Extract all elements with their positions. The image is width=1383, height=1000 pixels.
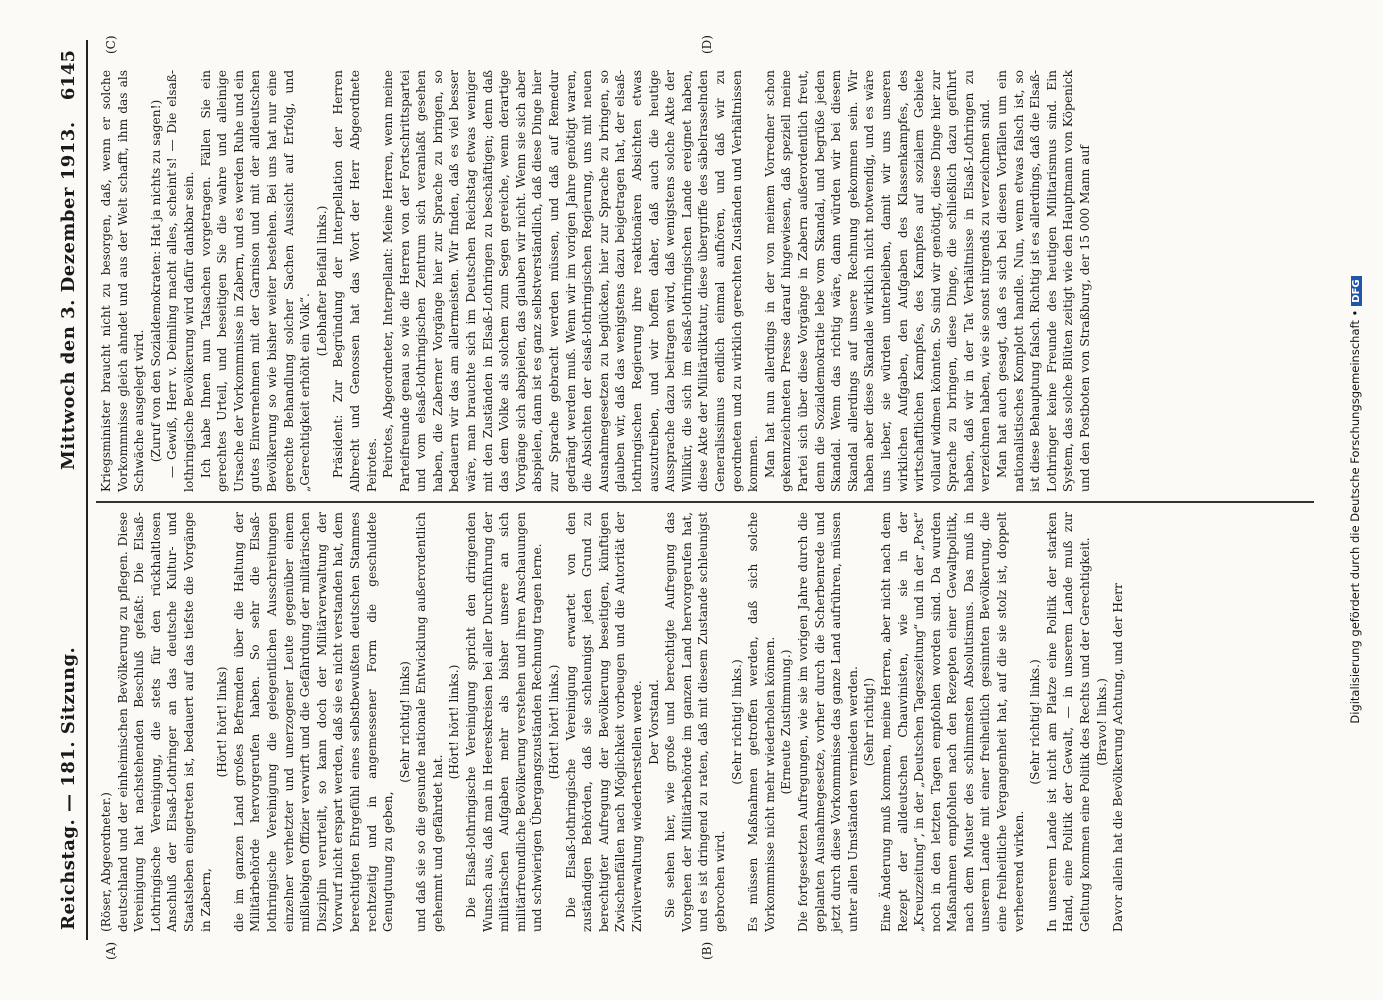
- paragraph: (Hört! hört! links.): [547, 664, 562, 780]
- paragraph: Die fortgesetzten Aufregungen, wie sie im vorigen Jahre durch die geplanten Ausnahmegesetze, vorher durch die Scherbenrede und jetzt durch diese Vorkommnisse das ganze Land aufrühren, müssen unter allen Umständen vermieden werden.: [795, 512, 860, 932]
- paragraph: (Sehr richtig! links): [397, 661, 412, 783]
- paragraph: (Zuruf von den Sozialdemokraten: Hat ja nichts zu sagen!): [148, 99, 163, 463]
- paragraph: (Sehr richtig! links.): [729, 659, 744, 785]
- paragraph: Man hat nun allerdings in der von meinem Vorredner schon gekennzeichneten Presse darauf hingewiesen, daß speziell meine Partei sich über diese Vorgänge in Zabern außerordentlich freut, denn die Sozialdemokratie lebe vom Skandal, und begrüße jeden Skandal. Wenn das richtig wäre, dann würden wir bei diesem Skandal allerdings auf unsere Rechnung gekommen sein. Wir haben aber diese Skandale wirklich nicht notwendig, und es wäre uns lieber, sie würden unterbleiben, damit wir uns unseren wirklichen Aufgaben, den Aufgaben des Klassenkampfes, des wirtschaftlichen Kampfes, des Kampfes auf sozialem Gebiete vollauf widmen könnten. So sind wir genötigt, diese Dinge hier zur Sprache zu bringen, diese Dinge, die schließlich dazu geführt haben, daß wir in der Tat Verhältnisse in Elsaß-Lothringen zu verzeichnen haben, wie sie sonst nirgends zu verzeichnen sind.: [762, 70, 993, 492]
- paragraph: die im ganzen Land großes Befremden über die Haltung der Militärbehörde hervorgerufen haben. So sehr die Elsaß-lothringische Vereinigung die gelegentlichen Ausschreitungen einzelner verhetzter und unerzogener Leute gegenüber einem mißliebigen Offizier verwirft und die Gefährdung der militärischen Disziplin verurteilt, so kann doch der Militärverwaltung der Vorwurf nicht erspart werden, daß sie es nicht verstanden hat, dem berechtigten Ehrgefühl eines selbstbewußten deutschen Stammes rechtzeitig und in angemessener Form die geschuldete Genugtuung zu geben,: [231, 512, 396, 932]
- paragraph: (Hört! hört! links): [215, 666, 230, 778]
- dfg-logo: DFG: [1351, 276, 1362, 305]
- header-date: Mittwoch den 3. Dezember 1913.: [58, 121, 79, 470]
- paragraph: (Sehr richtig!): [862, 677, 877, 767]
- paragraph: Kriegsminister braucht nicht zu besorgen, daß, wenn er solche Vorkommnisse gleich ahndet und aus der Welt schafft, ihm das als Schwäche ausgelegt wird.: [99, 70, 147, 492]
- paragraph: Peirotes, Abgeordneter, Interpellant: Meine Herren, wenn meine Parteifreunde genau so wie die Herren von der Fortschrittspartei und vom elsaß-lothringischen Zentrum sich veranlaßt gesehen haben, die Zaberner Vorgänge hier zur Sprache zu bringen, so bedauern wir das am allermeisten. Wir finden, daß es viel besser wäre, man brauchte sich im Deutschen Reichstag etwas weniger mit den Zuständen in Elsaß-Lothringen zu beschäftigen; denn daß das dem Volke als solchem zum Segen gereiche, wenn derartige Vorgänge sich abspielen, das glauben wir nicht. Wenn sie sich aber abspielen, dann ist es ganz selbstverständlich, daß diese Dinge hier zur Sprache gebracht werden müssen, und daß auf Remedur gedrängt werden muß. Wenn wir im vorigen Jahre genötigt waren, die Absichten der elsaß-lothringischen Regierung, uns mit neuen Ausnahmegesetzen zu beglücken, hier zur Sprache zu bringen, so glauben wir, daß das wenigstens dazu beigetragen hat, der elsaß-lothringischen Regierung ihre reaktionären Absichten etwas auszutreiben, und wir hoffen daher, daß auch die heutige Aussprache dazu beitragen wird, daß wenigstens solche Akte der Willkür, die sich im elsaß-lothringischen Lande ereignet haben, diese Akte der Militärdiktatur, diese übergriffe des säbelrasselnden Generalissimus endlich einmal aufhören, und daß wir zu geordneten und zu wirklich gerechten Zuständen und Verhältnissen kommen.: [381, 70, 761, 492]
- paragraph: Ich habe Ihnen nun Tatsachen vorgetragen. Fällen Sie ein gerechtes Urteil, und beseitigen Sie die wahre und alleinige Ursache der Vorkommnisse in Zabern, und es werden Ruhe und ein gutes Einvernehmen mit der Garnison und mit der alldeutschen Bevölkerung so wie bisher weiter bestehen. Bei uns hat nur eine gerechte Behandlung solcher Sachen Aussicht auf Erfolg, und „Gerechtigkeit erhöht ein Volk“.: [198, 70, 313, 492]
- marker-a: (A): [104, 941, 118, 960]
- page-number: 6145: [58, 50, 79, 101]
- paragraph: (Hört! hört! links.): [447, 664, 462, 780]
- paragraph: Man hat auch gesagt, daß es sich bei diesen Vorfällen um ein nationalistisches Komplott handle. Nun, wenn etwas falsch ist, so ist diese Behauptung falsch. Richtig ist es allerdings, daß die Elsaß-Lothringer keine Freunde des heutigen Militarismus sind. Ein System, das solche Blüten zeitigt wie den Hauptmann von Köpenick und den Postboten von Straßburg, der 15 000 Mann auf: [995, 70, 1093, 492]
- marker-c: (C): [104, 35, 118, 54]
- paragraph: Davor allein hat die Bevölkerung Achtung, und der Herr: [1111, 583, 1126, 932]
- header-left: Reichstag. — 181. Sitzung.: [58, 646, 79, 930]
- paragraph: — Gewiß, Herr v. Deimling macht alles, scheint's! — Die elsaß-lothringische Bevölkerung wird dafür dankbar sein.: [165, 70, 196, 492]
- column-left: [98, 512, 1127, 932]
- paragraph: Die Elsaß-lothringische Vereinigung erwartet von den zuständigen Behörden, daß sie schleunigst jeden Grund zu berechtigter Aufregung der Bevölkerung beseitigen, künftigen Zwischenfällen nach Möglichkeit vorbeugen und die Autorität der Zivilverwaltung wiederherstellen werde.: [563, 512, 644, 932]
- paragraph: Präsident: Zur Begründung der Interpellation der Herren Albrecht und Genossen hat das Wort der Herr Abgeordnete Peirotes.: [331, 70, 379, 492]
- paragraph: Die Elsaß-lothringische Vereinigung spricht den dringenden Wunsch aus, daß man in Heereskreisen bei aller Durchführung der militärischen Aufgaben mehr als bisher unsere an sich militärfreundliche Bevölkerung verstehen und ihren Anschauungen und schwierigen Übergangszuständen Rechnung tragen lerne.: [464, 512, 545, 932]
- digitization-footer: [1348, 0, 1362, 1000]
- paragraph: (Bravo! links.): [1094, 678, 1109, 766]
- paragraph: Der Vorstand.: [646, 679, 661, 765]
- paragraph: Es müssen Maßnahmen getroffen werden, daß sich solche Vorkommnisse nicht mehr wiederholen können.: [746, 512, 777, 932]
- paragraph: und daß sie so die gesunde nationale Entwicklung außerordentlich gehemmt und gefährdet hat.: [414, 512, 445, 932]
- marker-d: (D): [700, 35, 714, 54]
- column-right: [98, 70, 1094, 492]
- paragraph: deutschland und der einheimischen Bevölkerung zu pflegen. Diese Vereinigung hat nachstehenden Beschluß gefaßt: Die Elsaß-Lothringische Vereinigung, die stets für den rückhaltlosen Anschluß der Elsaß-Lothringer an das deutsche Kultur- und Staatsleben eingetreten ist, bedauert auf das tiefste die Vorgänge in Zabern,: [115, 512, 213, 932]
- paragraph: (Röser, Abgeordneter.): [99, 792, 113, 932]
- paragraph: (Erneute Zustimmung.): [779, 649, 794, 795]
- column-divider: [96, 502, 1314, 504]
- paragraph: Sie sehen hier, wie große und berechtigte Aufregung das Vorgehen der Militärbehörde im ganzen Land hervorgerufen hat, und es ist dringend zu raten, daß mit diesem Zustande schleunigst gebrochen wird.: [663, 512, 727, 932]
- footer-text: Digitalisierung gefördert durch die Deutsche Forschungsgemeinschaft •: [1348, 309, 1362, 724]
- paragraph: Eine Änderung muß kommen, meine Herren, aber nicht nach dem Rezept der alldeutschen Chauvinisten, wie sie in der „Kreuzzeitung“, in der „Deutschen Tageszeitung“ und in der „Post“ noch in den letzten Tagen empfohlen worden sind. Da wurden Maßnahmen empfohlen nach den Rezepten einer Gewaltpolitik, nach dem Muster des schlimmsten Absolutismus. Das muß in unserem Lande mit einer freiheitlich gesinnten Bevölkerung, die eine freiheitliche Vergangenheit hat, auf die sie stolz ist, doppelt verheerend wirken.: [878, 512, 1026, 932]
- marker-b: (B): [700, 941, 714, 960]
- paragraph: In unserem Lande ist nicht am Platze eine Politik der starken Hand, eine Politik der Gewalt, — in unserem Lande muß zur Geltung kommen eine Politik des Rechts und der Gerechtigkeit.: [1044, 512, 1093, 932]
- paragraph: (Lebhafter Beifall links.): [314, 205, 329, 357]
- paragraph: (Sehr richtig! links.): [1028, 659, 1043, 785]
- page-header: [52, 40, 88, 940]
